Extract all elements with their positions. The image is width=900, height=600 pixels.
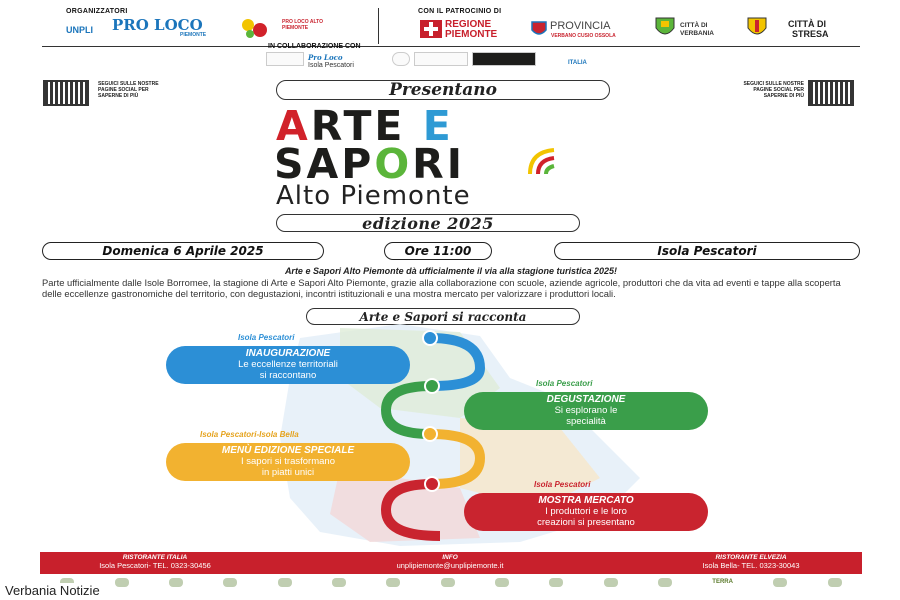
step-2-title: DEGUSTAZIONE <box>546 394 626 406</box>
sponsor-logo <box>332 578 346 587</box>
sponsor-logo <box>828 578 842 587</box>
unpli-logo: UNPLI <box>66 25 93 35</box>
stresa-logo-line2: STRESA <box>792 29 829 39</box>
collab-proloco: Pro Loco <box>308 53 343 62</box>
sponsor-logo <box>604 578 618 587</box>
step-3-title: MENÙ EDIZIONE SPECIALE <box>221 445 355 457</box>
step-4-sub2: creazioni si presentano <box>537 516 635 528</box>
step-1-sub1: Le eccellenze territoriali <box>238 358 338 370</box>
event-poster <box>40 0 862 588</box>
step-1-sub2: si raccontano <box>259 369 317 381</box>
step-menu-speciale <box>166 443 410 481</box>
step-1-title: INAUGURAZIONE <box>245 348 331 360</box>
contact-footer <box>40 552 862 574</box>
regione-logo-line1: REGIONE <box>445 19 492 30</box>
collab-logo-2 <box>392 52 410 66</box>
collab-logo-1 <box>266 52 304 66</box>
collab-italia: ITALIA <box>568 60 587 66</box>
verbania-logo-line1: CITTÀ DI <box>680 22 708 29</box>
presentano-pill <box>276 80 610 100</box>
step-4-title: MOSTRA MERCATO <box>538 495 634 507</box>
footer-right-head: RISTORANTE ELVEZIA <box>715 554 787 561</box>
sponsor-logo <box>495 578 509 587</box>
qr-code-right[interactable] <box>808 80 854 106</box>
sponsor-logo <box>441 578 455 587</box>
collab-logo-3 <box>414 52 468 66</box>
regione-flag-icon <box>420 20 442 38</box>
collab-logo-elvezia <box>472 52 536 66</box>
edizione-pill <box>276 214 580 232</box>
stresa-logo-line1: CITTÀ DI <box>788 19 826 29</box>
proloco-alto-logo: PRO LOCO ALTO PIEMONTE <box>282 19 324 31</box>
header-divider <box>378 8 379 44</box>
proloco-logo-sub: PIEMONTE <box>180 32 207 38</box>
step-2-sub1: Si esplorano le <box>554 404 618 416</box>
header-rule <box>42 46 860 47</box>
title-letter-a: A <box>276 102 311 150</box>
footer-mid <box>340 554 560 570</box>
date-pill: Domenica 6 Aprile 2025 <box>42 242 324 260</box>
mascot-icon <box>236 16 274 40</box>
step-degustazione <box>464 392 708 430</box>
verbania-logo-line2: VERBANIA <box>680 30 714 37</box>
footer-email-link[interactable]: unplipiemonte@unplipiemonte.it <box>396 561 504 570</box>
title-sap: SAP <box>274 140 375 188</box>
organizers-label: ORGANIZZATORI <box>66 8 128 15</box>
qr-code-left[interactable] <box>43 80 89 106</box>
verbania-crest-icon <box>654 16 676 40</box>
collab-isola: Isola Pescatori <box>308 62 354 69</box>
qr-note-left: SEGUICI SULLE NOSTRE PAGINE SOCIAL PER SAPERNE DI PIÙ <box>98 81 159 99</box>
body-text: Parte ufficialmente dalle Isole Borromee, la stagione di Arte e Sapori Alto Piemonte, grazie alla collaborazione con scuole, aziende agricole, produttori che da vita ad eventi e tappe alla scoperta delle eccellenze gastronomiche del territorio, con degustazioni, incontri istituzionali e una mostra mercato per valorizzare i produttori locali. <box>42 277 841 299</box>
sponsor-terra: TERRA <box>712 579 733 585</box>
sponsor-strip <box>40 576 862 588</box>
title-o: O <box>374 140 413 188</box>
sponsor-logo <box>223 578 237 587</box>
step-1-caption: Isola Pescatori <box>238 333 295 342</box>
poster-header <box>40 6 862 42</box>
footer-right <box>646 554 856 570</box>
stresa-crest-icon <box>746 16 768 40</box>
collab-label: IN COLLABORAZIONE CON <box>268 43 361 50</box>
title-line-2 <box>274 140 465 188</box>
step-3-caption: Isola Pescatori-Isola Bella <box>200 430 299 439</box>
wifi-wave-icon <box>526 146 560 178</box>
title-line-3: Alto Piemonte <box>276 181 471 211</box>
footer-right-val: Isola Bella- TEL. 0323-30043 <box>702 561 800 570</box>
lead-text: Arte e Sapori Alto Piemonte dà ufficialmente il via alla stagione turistica 2025! <box>284 266 618 276</box>
source-watermark: Verbania Notizie <box>2 583 103 598</box>
time-pill: Ore 11:00 <box>384 242 492 260</box>
patronage-label: CON IL PATROCINIO DI <box>418 8 502 15</box>
step-3-sub2: in piatti unici <box>261 466 315 478</box>
regione-logo-line2: PIEMONTE <box>445 29 498 40</box>
step-4-caption: Isola Pescatori <box>534 480 591 489</box>
step-mostra-mercato <box>464 493 708 531</box>
edizione-text: edizione 2025 <box>362 213 494 233</box>
title-e: E <box>422 102 454 150</box>
footer-left <box>50 554 260 570</box>
title-ri: RI <box>412 140 465 188</box>
footer-mid-head: INFO <box>442 554 458 561</box>
sponsor-logo <box>115 578 129 587</box>
step-4-sub1: I produttori e le loro <box>545 505 627 517</box>
place-pill: Isola Pescatori <box>554 242 860 260</box>
footer-left-head: RISTORANTE ITALIA <box>122 554 188 561</box>
step-2-sub2: specialità <box>566 415 606 427</box>
provincia-crest-icon <box>530 20 548 38</box>
footer-left-val: Isola Pescatori- TEL. 0323-30456 <box>99 561 211 570</box>
provincia-logo-sub: VERBANO CUSIO OSSOLA <box>551 33 616 39</box>
step-3-sub1: I sapori si trasformano <box>241 455 335 467</box>
region-map <box>40 318 862 548</box>
sponsor-logo <box>549 578 563 587</box>
provincia-logo: PROVINCIA <box>550 20 611 32</box>
step-2-caption: Isola Pescatori <box>536 379 593 388</box>
presentano-text: Presentano <box>389 80 497 100</box>
racconta-text: Arte e Sapori si racconta <box>359 309 527 324</box>
sponsor-logo <box>386 578 400 587</box>
sponsor-logo <box>658 578 672 587</box>
sponsor-logo <box>169 578 183 587</box>
step-inaugurazione <box>166 346 410 384</box>
sponsor-logo <box>278 578 292 587</box>
title-rte: RTE <box>310 102 406 150</box>
proloco-logo: PRO LOCO <box>112 16 203 34</box>
sponsor-logo <box>773 578 787 587</box>
qr-note-right: SEGUICI SULLE NOSTRE PAGINE SOCIAL PER SAPERNE DI PIÙ <box>743 81 804 99</box>
